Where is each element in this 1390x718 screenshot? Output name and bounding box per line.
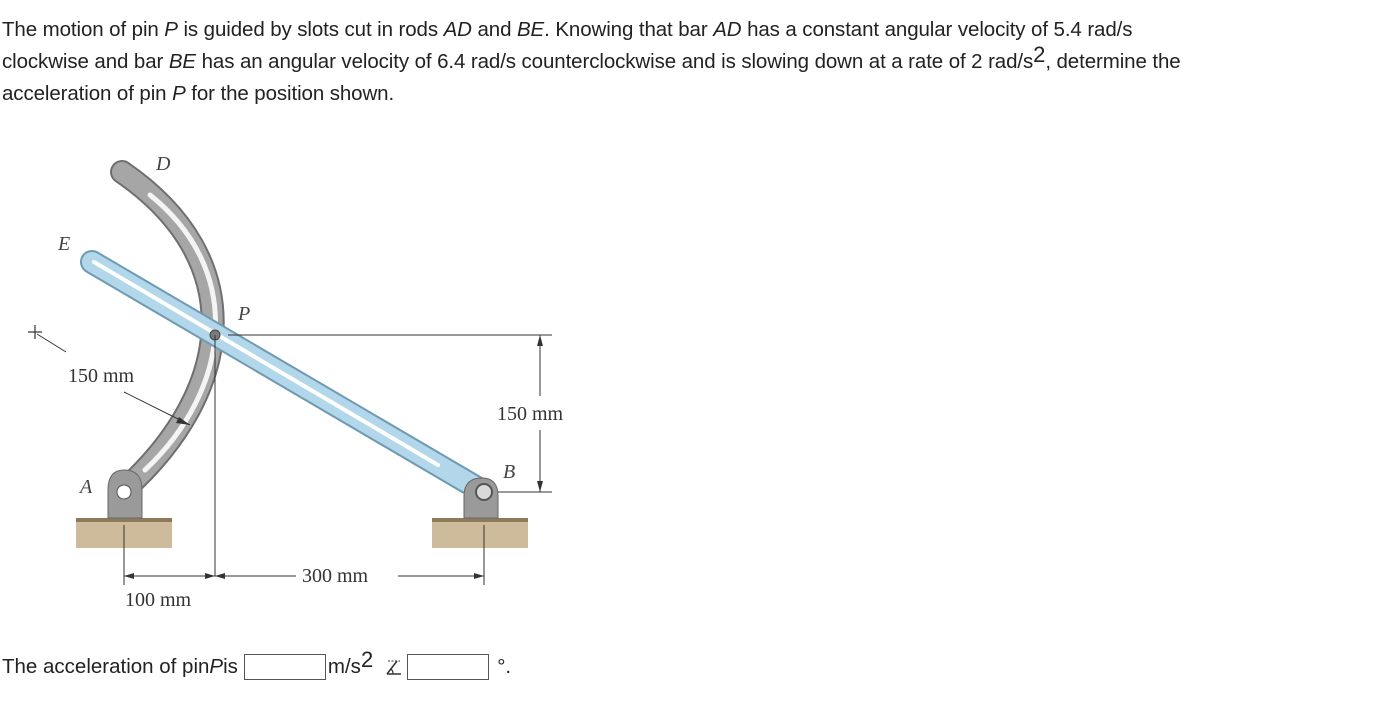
text-rod-ad: AD: [713, 18, 742, 41]
rod-be-slot: [94, 262, 438, 465]
text-rod-be: BE: [516, 18, 545, 41]
mechanism-figure: [20, 145, 620, 615]
arrow-head: [537, 481, 543, 492]
dim-text-radius: 150 mm: [68, 365, 135, 387]
text: acceleration of pin: [2, 82, 173, 105]
text-rod-be: BE: [168, 50, 196, 73]
degree-symbol: °.: [497, 655, 512, 678]
radius-leader: [37, 334, 66, 352]
text: The motion of pin: [2, 18, 165, 41]
unit-superscript: 2: [360, 647, 374, 672]
pin-b: [476, 484, 492, 500]
answer-prefix: The acceleration of pin: [2, 655, 210, 678]
dim-text-100: 100 mm: [125, 589, 192, 611]
arrow-head: [474, 573, 484, 579]
answer-is: is: [223, 655, 238, 678]
text: has a constant angular velocity of 5.4 rad/s: [741, 18, 1133, 41]
text: , determine the: [1045, 50, 1181, 73]
text: is guided by slots cut in rods: [177, 18, 444, 41]
text-pin-p: P: [164, 18, 178, 41]
dim-text-height: 150 mm: [497, 403, 564, 425]
angle-icon: [385, 658, 403, 676]
text-rod-ad: AD: [443, 18, 472, 41]
unit-text: m/s: [327, 655, 361, 678]
problem-line-3: [2, 78, 1386, 110]
label-d: D: [156, 153, 171, 175]
text: and: [471, 18, 517, 41]
ground-line-a: [76, 518, 172, 522]
problem-statement: [2, 14, 1386, 110]
problem-line-2: [2, 42, 1386, 78]
label-e: E: [58, 233, 71, 255]
text: clockwise and bar: [2, 50, 169, 73]
label-a: A: [80, 476, 93, 498]
dim-text-300: 300 mm: [302, 565, 369, 587]
label-b: B: [503, 461, 516, 483]
ground-line-b: [432, 518, 528, 522]
ground-support-b: [432, 518, 528, 548]
problem-line-1: [2, 14, 1386, 46]
acceleration-magnitude-input[interactable]: [244, 654, 326, 680]
text: . Knowing that bar: [544, 18, 714, 41]
answer-pin-label: P: [209, 655, 224, 678]
angle-icon-graphic: [385, 658, 403, 676]
label-p: P: [238, 303, 251, 325]
arrow-head: [215, 573, 225, 579]
arrow-head: [537, 335, 543, 346]
text-pin-p: P: [172, 82, 186, 105]
unit-label: [327, 647, 374, 679]
text: for the position shown.: [185, 82, 395, 105]
text: has an angular velocity of 6.4 rad/s counterclockwise and is slowing down at a rate of 2 rad/s: [196, 50, 1034, 73]
acceleration-angle-input[interactable]: [407, 654, 489, 680]
arrow-head: [124, 573, 134, 579]
arrow-head: [205, 573, 215, 579]
answer-row: [2, 647, 512, 684]
mechanism-diagram: [20, 145, 620, 615]
pin-a: [117, 485, 131, 499]
superscript: 2: [1033, 42, 1046, 67]
